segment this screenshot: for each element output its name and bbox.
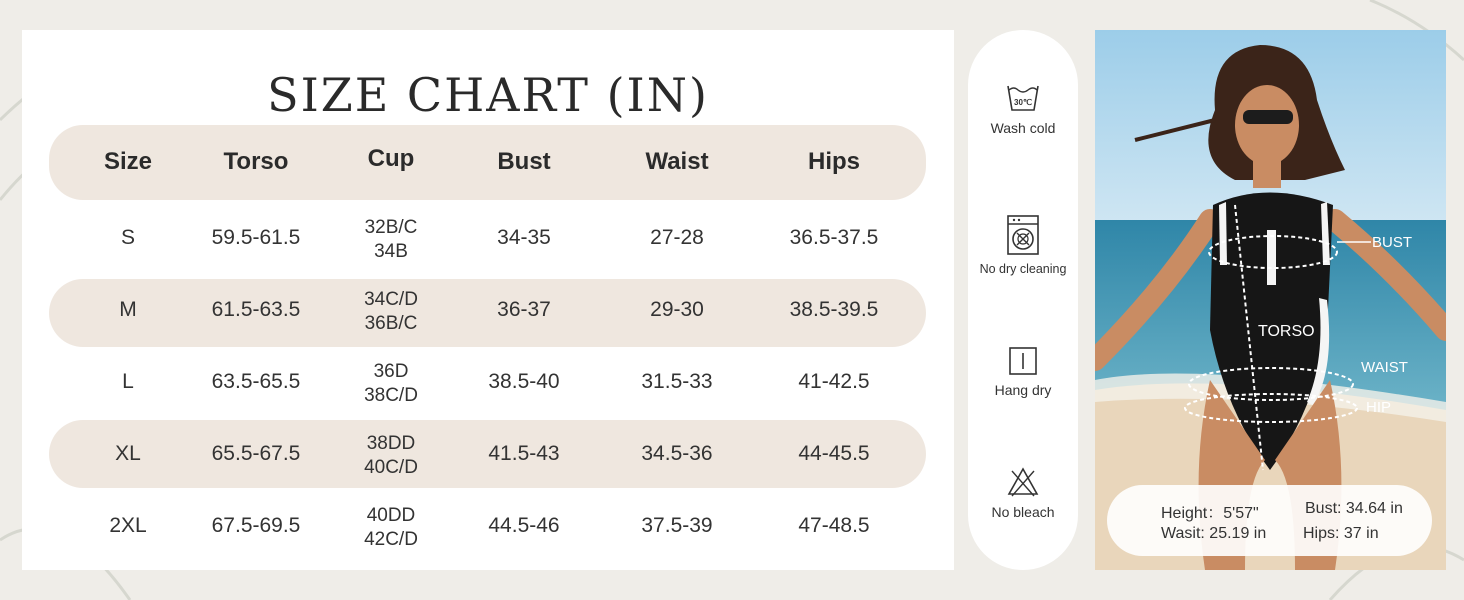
waist-tag: WAIST: [1361, 359, 1408, 376]
cell-torso: 59.5-61.5: [211, 226, 301, 249]
cell-waist: 31.5-33: [641, 370, 713, 393]
cell-hips: 41-42.5: [798, 370, 870, 393]
care-item-wash: [968, 78, 1078, 136]
cell-torso: 67.5-69.5: [211, 514, 301, 537]
cell-cup: [331, 432, 451, 480]
care-label: No dry cleaning: [979, 262, 1067, 276]
model-photo: [1095, 30, 1446, 570]
torso-tag: TORSO: [1258, 323, 1315, 340]
wash-30-icon: [1005, 78, 1041, 114]
cup-line-2: 34B: [374, 241, 408, 262]
care-label: Hang dry: [994, 382, 1052, 398]
cell-size: 2XL: [109, 514, 147, 537]
care-label: Wash cold: [990, 120, 1056, 136]
hip-tag: HIP: [1366, 399, 1392, 416]
cell-torso: 65.5-67.5: [211, 442, 301, 465]
model-bust: Bust: 34.64 in: [1305, 500, 1403, 517]
header-waist: Waist: [645, 148, 709, 175]
cup-line-2: 36B/C: [364, 313, 418, 334]
cell-size: S: [120, 226, 135, 249]
cell-torso: 63.5-65.5: [211, 370, 301, 393]
model-height: Height：5'57": [1161, 505, 1259, 522]
header-bust: Bust: [497, 148, 551, 175]
header-torso: Torso: [223, 148, 289, 175]
model-waist: Wasit: 25.19 in: [1161, 525, 1267, 542]
cell-size: XL: [115, 442, 141, 465]
cell-size: M: [119, 298, 137, 321]
cup-line-1: 32B/C: [364, 217, 418, 238]
cell-size: L: [122, 370, 134, 393]
no-dry-clean-icon: [1006, 214, 1040, 256]
cell-torso: 61.5-63.5: [211, 298, 301, 321]
cell-bust: 38.5-40: [488, 370, 560, 393]
bust-tag: BUST: [1372, 234, 1413, 251]
svg-text:30℃: 30℃: [1014, 98, 1032, 107]
cell-cup: [331, 216, 451, 264]
size-chart-panel: [22, 30, 954, 570]
cell-waist: 29-30: [650, 298, 704, 321]
model-hips: Hips: 37 in: [1303, 525, 1379, 542]
cell-hips: 44-45.5: [798, 442, 870, 465]
hang-dry-icon: [1008, 346, 1038, 376]
cell-waist: 37.5-39: [641, 514, 713, 537]
cell-waist: 27-28: [650, 226, 704, 249]
care-item-no-bleach: [968, 466, 1078, 520]
cup-line-2: 40C/D: [364, 457, 418, 478]
model-measurements: [1107, 485, 1432, 556]
cell-hips: 38.5-39.5: [789, 298, 879, 321]
care-item-hang-dry: [968, 346, 1078, 398]
cup-line-1: 40DD: [366, 505, 416, 526]
cell-hips: 47-48.5: [798, 514, 870, 537]
cell-bust: 34-35: [497, 226, 551, 249]
page-title: SIZE CHART (IN): [267, 68, 709, 122]
cell-hips: 36.5-37.5: [789, 226, 879, 249]
cup-line-2: 38C/D: [364, 385, 418, 406]
cell-cup: [331, 360, 451, 408]
cell-bust: 36-37: [497, 298, 551, 321]
cup-line-2: 42C/D: [364, 529, 418, 550]
care-label: No bleach: [991, 504, 1055, 520]
no-bleach-icon: [1007, 466, 1039, 498]
cup-line-1: 38DD: [366, 433, 416, 454]
cell-cup: [331, 504, 451, 552]
cup-line-1: 34C/D: [364, 289, 418, 310]
care-item-no-dry-clean: [968, 214, 1078, 276]
header-cup: Cup: [367, 145, 415, 172]
cup-line-1: 36D: [373, 361, 409, 382]
cell-bust: 44.5-46: [488, 514, 560, 537]
cell-waist: 34.5-36: [641, 442, 713, 465]
cell-bust: 41.5-43: [488, 442, 560, 465]
care-instructions-panel: [968, 30, 1078, 570]
header-size: Size: [103, 148, 153, 175]
cell-cup: [331, 288, 451, 336]
header-hips: Hips: [807, 148, 860, 175]
